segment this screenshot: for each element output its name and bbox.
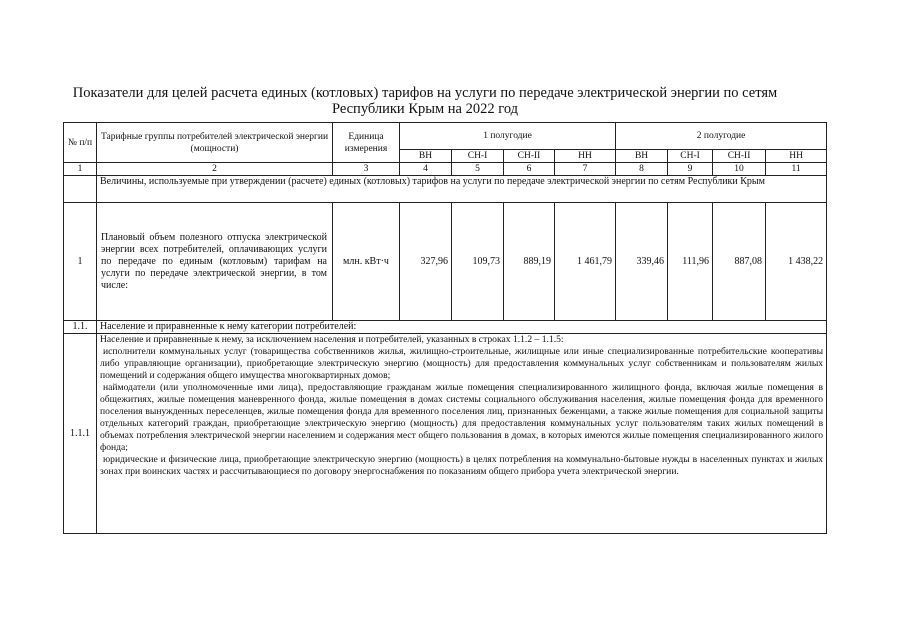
row-1-1-num: 1.1. [64,321,97,334]
row-1-value: 111,96 [668,203,713,321]
section-row: Величины, используемые при утверждении (расчете) единых (котловых) тарифов на услуги по передаче электрической энергии по сетям Республики Крым [97,176,827,203]
column-number: 2 [97,163,333,176]
row-1-1-text: Население и приравненные к нему категории потребителей: [97,321,827,334]
description-paragraph: наймодатели (или уполномоченные ими лица), предоставляющие гражданам жилые помещения специализированного жилищного фонда, включая жилые помещения в общежитиях, жилые помещения маневренного фонда, жилые помещения в домах системы социального обслуживания населения, жилые помещения фонда для временного поселения вынужденных переселенцев, жилые помещения фонда для временного поселения лиц, признанных беженцами, а также жилые помещения для социальной защиты отдельных категорий граждан, приобретающие электрическую энергию (мощность) для предоставления коммунальных услуг пользователям таких жилых помещений в объемах потребления электрической энергии населением и содержания мест общего пользования в домах, в которых имеются жилые помещения специализированного жилого фонда; [100,382,824,453]
header-groups: Тарифные группы потребителей электрической энергии (мощности) [97,123,333,163]
title-line-1: Показатели для целей расчета единых (котловых) тарифов на услуги по передаче электрической энергии по сетям [72,85,778,101]
header-level: СН-II [504,150,555,163]
row-1-unit: млн. кВт·ч [333,203,400,321]
row-1-value: 109,73 [452,203,504,321]
empty-cell [64,176,97,203]
row-1-value: 1 461,79 [555,203,616,321]
row-1-num: 1 [64,203,97,321]
row-1-value: 887,08 [713,203,766,321]
column-number: 9 [668,163,713,176]
column-number: 4 [400,163,452,176]
column-number: 6 [504,163,555,176]
row-1-value: 1 438,22 [766,203,827,321]
description-paragraph: юридические и физические лица, приобретающие электрическую энергию (мощность) в целях потребления на коммунально-бытовые нужды в населенных пунктах и жилых зонах при воинских частях и рассчитывающиеся по договору энергоснабжения по показаниям общего прибора учета электрической энергии. [100,454,824,477]
row-1-text: Плановый объем полезного отпуска электрической энергии всех потребителей, оплачивающих услуги по передаче по единым (котловым) тарифам на услуги по передаче электрической энергии, в том числе: [97,203,333,321]
column-number: 10 [713,163,766,176]
tariff-table [63,122,827,534]
header-level: СН-II [713,150,766,163]
row-1-1-1-description [97,334,827,534]
title-line-2: Республики Крым на 2022 год [331,101,519,117]
column-number: 8 [616,163,668,176]
header-half-2: 2 полугодие [616,123,827,150]
header-level: СН-I [668,150,713,163]
header-level: ВН [616,150,668,163]
column-number: 1 [64,163,97,176]
header-num: № п/п [64,123,97,163]
column-number: 11 [766,163,827,176]
description-paragraph: Население и приравненные к нему, за исключением населения и потребителей, указанных в строках 1.1.2 – 1.1.5: [100,334,564,345]
header-half-1: 1 полугодие [400,123,616,150]
header-level: НН [555,150,616,163]
row-1-value: 889,19 [504,203,555,321]
header-level: НН [766,150,827,163]
description-paragraph: исполнители коммунальных услуг (товарищества собственников жилья, жилищно-строительные, жилищные или иные специализированные потребительские кооперативы либо управляющие организации), приобретающие электрическую энергию (мощность) для предоставления коммунальных услуг собственникам и пользователям жилых помещений и содержания общего имущества многоквартирных домов; [100,346,824,381]
header-unit: Единица измерения [333,123,400,163]
column-number: 7 [555,163,616,176]
column-number: 3 [333,163,400,176]
header-level: ВН [400,150,452,163]
row-1-value: 327,96 [400,203,452,321]
row-1-value: 339,46 [616,203,668,321]
row-1-1-1-num: 1.1.1 [64,334,97,534]
page-title [60,85,790,117]
header-level: СН-I [452,150,504,163]
column-number: 5 [452,163,504,176]
